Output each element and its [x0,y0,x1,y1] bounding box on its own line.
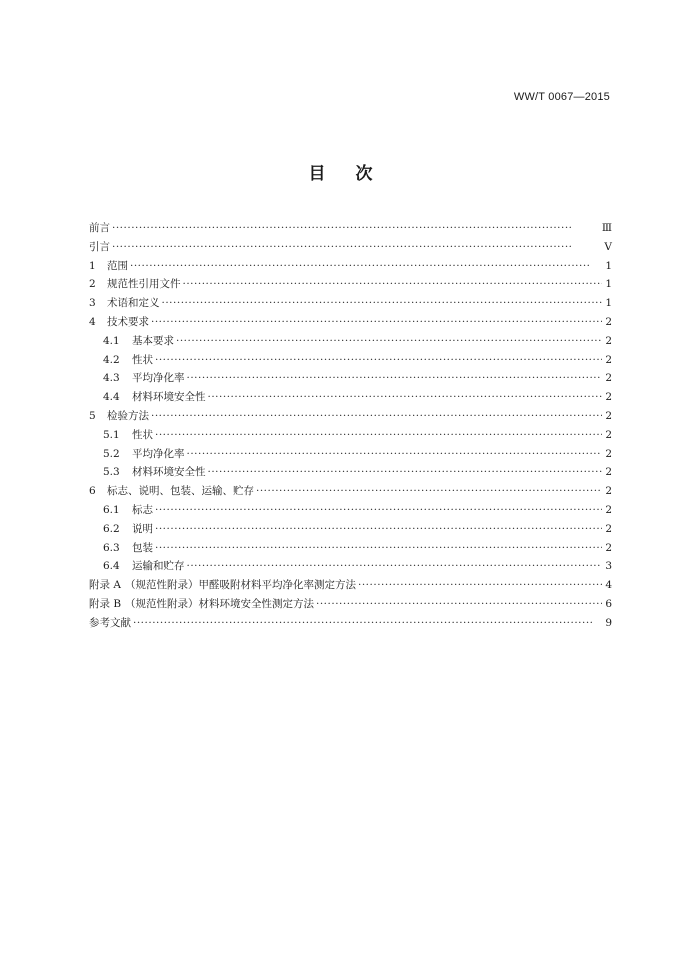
toc-entry-number: 2 [89,278,96,291]
toc-entry[interactable] [89,314,612,333]
toc-leader-dots [187,448,603,460]
standard-code: WW/T 0067—2015 [513,91,610,103]
toc-leader-dots [151,316,602,328]
toc-entry-number: 4.4 [103,391,120,404]
toc-entry-label: 说明 [132,522,153,535]
toc-entry-label: 前言 [89,222,110,234]
toc-entry-page: 2 [605,391,612,404]
toc-leader-dots [187,372,603,384]
toc-leader-dots [208,466,603,478]
toc-entry-page: 1 [605,259,612,272]
toc-entry[interactable] [89,483,612,502]
toc-leader-dots [358,579,602,591]
toc-entry[interactable] [89,258,612,277]
toc-entry-label: 标志、说明、包装、运输、贮存 [107,485,254,498]
toc-leader-dots [130,260,602,272]
toc-entry-page: 2 [605,409,612,422]
toc-leader-dots [151,410,602,422]
toc-entry-page: 1 [605,278,612,291]
toc-entry[interactable] [89,389,612,408]
toc-entry-number: 附录 B [89,597,122,610]
toc-entry-label: 平均净化率 [132,372,185,385]
toc-entry-page: 2 [605,334,612,347]
toc-entry-number: 5 [89,409,96,422]
toc-entry-label: 材料环境安全性 [132,391,206,404]
toc-leader-dots [162,297,603,309]
toc-entry-number: 1 [89,259,96,272]
toc-entry[interactable] [89,558,612,577]
toc-entry-page: 2 [605,315,612,328]
toc-entry-page: Ⅲ [601,222,612,234]
toc-entry-page: 2 [605,541,612,554]
toc-entry[interactable] [89,239,612,258]
toc-leader-dots [208,391,603,403]
toc-entry-number: 6 [89,485,96,498]
toc-entry-label: 性状 [132,428,153,441]
toc-entry[interactable] [89,540,612,559]
toc-leader-dots [155,542,602,554]
toc-entry-number: 4.1 [103,334,120,347]
toc-leader-dots [112,222,600,234]
toc-leader-dots [316,598,602,610]
toc-entry-page: 2 [605,503,612,516]
toc-entry-label: （规范性附录）甲醛吸附材料平均净化率测定方法 [125,579,356,592]
toc-entry-page: 2 [605,485,612,498]
toc-entry-page: 2 [605,372,612,385]
toc-leader-dots [183,278,603,290]
toc-entry-number: 4.3 [103,372,120,385]
toc-entry[interactable] [89,464,612,483]
toc-entry-number: 附录 A [89,579,121,592]
toc-leader-dots [155,429,602,441]
toc-entry-label: 包装 [132,541,153,554]
toc-entry[interactable] [89,295,612,314]
toc-entry-number: 6.3 [103,541,120,554]
toc-entry[interactable] [89,370,612,389]
toc-entry[interactable] [89,521,612,540]
toc-entry[interactable] [89,352,612,371]
toc-entry[interactable] [89,276,612,295]
title-char-2: 次 [355,164,373,184]
toc-entry-label: 材料环境安全性 [132,466,206,479]
toc-entry[interactable] [89,596,612,615]
toc-entry[interactable] [89,333,612,352]
toc-entry[interactable] [89,427,612,446]
toc-entry-number: 6.1 [103,503,120,516]
toc-entry-number: 5.2 [103,447,120,460]
toc-entry-page: 6 [605,597,612,610]
toc-entry-page: 3 [605,560,612,573]
toc-leader-dots [155,523,602,535]
toc-entry-number: 3 [89,297,96,310]
toc-entry[interactable] [89,577,612,596]
toc-entry-number: 4.2 [103,353,120,366]
toc-leader-dots [155,354,602,366]
toc-leader-dots [112,241,602,253]
toc-entry-label: 基本要求 [132,334,174,347]
toc-entry-label: （规范性附录）材料环境安全性测定方法 [125,597,314,610]
toc-entry-label: 规范性引用文件 [107,278,181,291]
toc-entry-number: 6.4 [103,560,120,573]
toc-entry-label: 运输和贮存 [132,560,185,573]
title-char-1: 目 [308,164,326,184]
toc-entry-number: 5.3 [103,466,120,479]
toc-entry-label: 平均净化率 [132,447,185,460]
toc-entry[interactable] [89,502,612,521]
toc-entry-page: Ⅴ [604,240,612,253]
toc-entry[interactable] [89,220,612,239]
toc-entry-page: 2 [605,353,612,366]
toc-entry-page: 2 [605,428,612,441]
toc-entry-number: 5.1 [103,428,120,441]
toc-entry-label: 技术要求 [107,315,149,328]
toc-leader-dots [187,560,603,572]
toc-leader-dots [256,485,602,497]
toc-entry-number: 6.2 [103,522,120,535]
toc-leader-dots [155,504,602,516]
toc-entry-number: 4 [89,315,96,328]
toc-entry[interactable] [89,615,612,634]
toc-entry-label: 性状 [132,353,153,366]
toc-leader-dots [176,335,602,347]
toc-entry-label: 引言 [89,240,110,253]
toc-leader-dots [133,617,602,629]
page-title [0,159,681,184]
toc-entry-label: 检验方法 [107,409,149,422]
toc-entry[interactable] [89,408,612,427]
toc-entry-page: 1 [605,297,612,310]
table-of-contents [89,220,612,634]
toc-entry-page: 2 [605,466,612,479]
toc-entry-label: 标志 [132,503,153,516]
toc-entry-label: 参考文献 [89,616,131,629]
toc-entry-page: 2 [605,522,612,535]
toc-entry-page: 2 [605,447,612,460]
toc-entry-label: 范围 [107,259,128,272]
toc-entry-page: 9 [605,616,612,629]
toc-entry-label: 术语和定义 [107,297,160,310]
toc-entry-page: 4 [605,579,612,592]
toc-entry[interactable] [89,446,612,465]
